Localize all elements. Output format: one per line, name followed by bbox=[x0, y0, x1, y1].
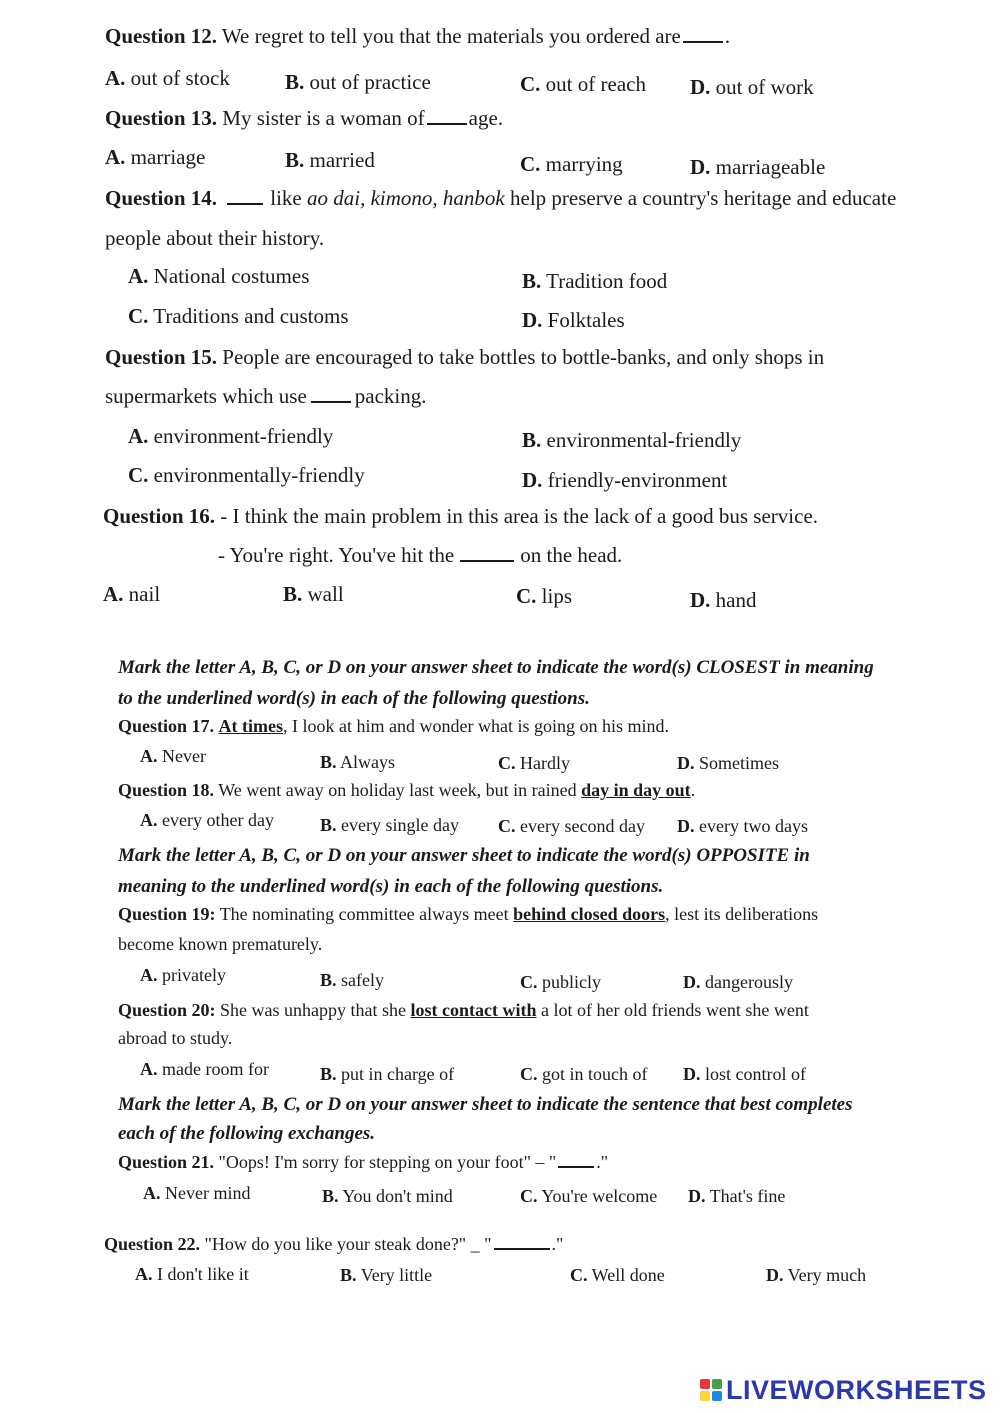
instruction-closest-line2: to the underlined word(s) in each of the following questions. bbox=[118, 688, 590, 709]
question-21-stem: Question 21. "Oops! I'm sorry for stepping on your foot" – " ." bbox=[118, 1152, 609, 1172]
q19-option-c[interactable]: C. publicly bbox=[520, 972, 601, 992]
q15-option-a[interactable]: A. environment-friendly bbox=[128, 424, 334, 448]
q22-option-b[interactable]: B. Very little bbox=[340, 1265, 433, 1285]
q18-option-c[interactable]: C. every second day bbox=[498, 816, 645, 836]
q13-option-a[interactable]: A. marriage bbox=[105, 145, 206, 169]
liveworksheets-watermark bbox=[700, 1375, 987, 1405]
q14-option-a[interactable]: A. National costumes bbox=[128, 264, 310, 288]
q13-option-b[interactable]: B. married bbox=[285, 148, 375, 172]
question-14-stem: Question 14. like ao dai, kimono, hanbok help preserve a country's heritage and educate bbox=[105, 186, 897, 210]
q12-option-b[interactable]: B. out of practice bbox=[285, 70, 431, 94]
question-17-stem: Question 17. At times, I look at him and wonder what is going on his mind. bbox=[118, 716, 669, 736]
question-18-stem: Question 18. We went away on holiday last week, but in rained day in day out. bbox=[118, 780, 696, 800]
question-15-stem-cont: supermarkets which use packing. bbox=[105, 384, 427, 408]
q15-option-d[interactable]: D. friendly-environment bbox=[522, 468, 728, 492]
liveworksheets-text: LIVEWORKSHEETS bbox=[726, 1374, 987, 1405]
q18-option-a[interactable]: A. every other day bbox=[140, 810, 274, 830]
q14-option-c[interactable]: C. Traditions and customs bbox=[128, 304, 349, 328]
q13-option-c[interactable]: C. marrying bbox=[520, 152, 623, 176]
q17-option-c[interactable]: C. Hardly bbox=[498, 753, 570, 773]
q21-option-d[interactable]: D. That's fine bbox=[688, 1186, 786, 1206]
answer-blank[interactable] bbox=[460, 542, 514, 562]
liveworksheets-logo-icon bbox=[700, 1379, 722, 1401]
instruction-exchange-line1: Mark the letter A, B, C, or D on your answer sheet to indicate the sentence that best completes bbox=[118, 1094, 853, 1115]
instruction-closest-line1: Mark the letter A, B, C, or D on your answer sheet to indicate the word(s) CLOSEST in meaning bbox=[118, 657, 874, 678]
answer-blank[interactable] bbox=[494, 1234, 550, 1250]
question-16-stem: Question 16. - I think the main problem in this area is the lack of a good bus service. bbox=[103, 504, 819, 528]
q21-option-a[interactable]: A. Never mind bbox=[143, 1183, 251, 1203]
q15-option-b[interactable]: B. environmental-friendly bbox=[522, 428, 742, 452]
q17-option-a[interactable]: A. Never bbox=[140, 746, 206, 766]
q22-option-c[interactable]: C. Well done bbox=[570, 1265, 665, 1285]
q17-option-b[interactable]: B. Always bbox=[320, 752, 396, 772]
q19-option-d[interactable]: D. dangerously bbox=[683, 972, 793, 992]
q14-option-b[interactable]: B. Tradition food bbox=[522, 269, 668, 293]
question-20-stem-cont: abroad to study. bbox=[118, 1028, 233, 1048]
q21-option-b[interactable]: B. You don't mind bbox=[322, 1186, 453, 1206]
answer-blank[interactable] bbox=[227, 185, 263, 205]
question-13-stem: Question 13. My sister is a woman of age. bbox=[105, 106, 504, 130]
q12-option-d[interactable]: D. out of work bbox=[690, 75, 814, 99]
q12-option-c[interactable]: C. out of reach bbox=[520, 72, 646, 96]
q16-option-a[interactable]: A. nail bbox=[103, 582, 161, 606]
q19-option-b[interactable]: B. safely bbox=[320, 970, 384, 990]
q13-option-d[interactable]: D. marriageable bbox=[690, 155, 826, 179]
question-14-stem-cont: people about their history. bbox=[105, 226, 325, 250]
q20-option-c[interactable]: C. got in touch of bbox=[520, 1064, 648, 1084]
instruction-opposite-line2: meaning to the underlined word(s) in each of the following questions. bbox=[118, 876, 664, 897]
question-20-stem: Question 20: She was unhappy that she lost contact with a lot of her old friends went she went bbox=[118, 1000, 809, 1020]
answer-blank[interactable] bbox=[683, 23, 723, 43]
instruction-exchange-line2: each of the following exchanges. bbox=[118, 1123, 376, 1144]
instruction-opposite-line1: Mark the letter A, B, C, or D on your answer sheet to indicate the word(s) OPPOSITE in bbox=[118, 845, 810, 866]
question-19-stem-cont: become known prematurely. bbox=[118, 934, 323, 954]
q20-option-d[interactable]: D. lost control of bbox=[683, 1064, 806, 1084]
q18-option-b[interactable]: B. every single day bbox=[320, 815, 459, 835]
question-22-stem: Question 22. "How do you like your steak done?" _ " ." bbox=[104, 1234, 564, 1254]
q15-option-c[interactable]: C. environmentally-friendly bbox=[128, 463, 365, 487]
q19-option-a[interactable]: A. privately bbox=[140, 965, 226, 985]
q20-option-a[interactable]: A. made room for bbox=[140, 1059, 269, 1079]
q17-option-d[interactable]: D. Sometimes bbox=[677, 753, 779, 773]
q16-option-d[interactable]: D. hand bbox=[690, 588, 757, 612]
q21-option-c[interactable]: C. You're welcome bbox=[520, 1186, 658, 1206]
answer-blank[interactable] bbox=[558, 1152, 594, 1168]
question-19-stem: Question 19: The nominating committee always meet behind closed doors, lest its deliberations bbox=[118, 904, 819, 924]
q20-option-b[interactable]: B. put in charge of bbox=[320, 1064, 455, 1084]
question-16-stem-cont: - You're right. You've hit the on the head. bbox=[218, 543, 623, 567]
q22-option-d[interactable]: D. Very much bbox=[766, 1265, 867, 1285]
answer-blank[interactable] bbox=[311, 383, 351, 403]
q22-option-a[interactable]: A. I don't like it bbox=[135, 1264, 249, 1284]
q14-option-d[interactable]: D. Folktales bbox=[522, 308, 625, 332]
question-15-stem: Question 15. People are encouraged to take bottles to bottle-banks, and only shops in bbox=[105, 345, 825, 369]
q12-option-a[interactable]: A. out of stock bbox=[105, 66, 230, 90]
q18-option-d[interactable]: D. every two days bbox=[677, 816, 808, 836]
q16-option-c[interactable]: C. lips bbox=[516, 584, 573, 608]
question-12-stem: Question 12. We regret to tell you that the materials you ordered are . bbox=[105, 24, 731, 48]
q16-option-b[interactable]: B. wall bbox=[283, 582, 344, 606]
answer-blank[interactable] bbox=[427, 105, 467, 125]
